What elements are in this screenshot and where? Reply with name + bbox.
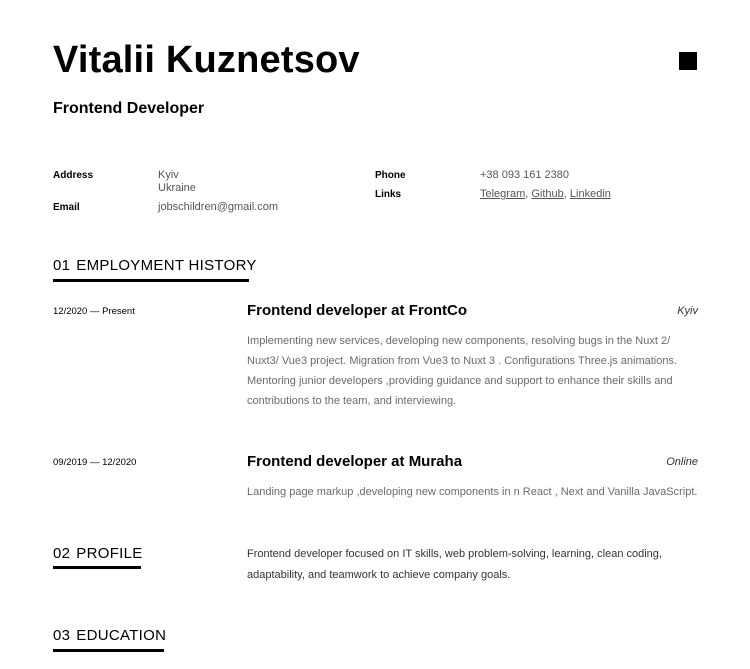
- address-label: Address: [53, 170, 94, 181]
- links-label: Links: [375, 189, 402, 200]
- phone-value: +38 093 161 2380: [480, 169, 570, 181]
- section-heading: EMPLOYMENT HISTORY: [76, 257, 257, 274]
- profile-summary: Frontend developer focused on IT skills, web problem-solving, learning, clean coding, adaptability, and teamwork to achieve company goals.: [247, 548, 662, 581]
- employment-section-title: [53, 256, 257, 276]
- section-number: 03: [53, 627, 71, 644]
- section-number: 02: [53, 545, 71, 562]
- job-location: Kyiv: [677, 305, 698, 317]
- job-dates: 12/2020 — Present: [53, 306, 135, 317]
- job-description: Landing page markup ,developing new components in n React , Next and Vanilla JavaScript.: [247, 486, 698, 498]
- education-section-title: [53, 626, 166, 646]
- phone-label: Phone: [375, 170, 406, 181]
- job-position: Frontend developer at FrontCo: [247, 302, 468, 319]
- job-description: Implementing new services, developing new components, resolving bugs in the Nuxt 2/ Nuxt3/ Vue3 project. Migration from Vue3 to Nuxt 3 . Configurations Three.js animations. Mentoring junior developers ,providing guidance and support to enhance their skills and contributions to the team, and interviewing.: [247, 335, 678, 407]
- job-position: Frontend developer at Muraha: [247, 453, 463, 470]
- address-country: Ukraine: [158, 182, 196, 194]
- links-list: [480, 188, 611, 201]
- job-dates: 09/2019 — 12/2020: [53, 457, 137, 468]
- email-value[interactable]: jobschildren@gmail.com: [158, 201, 278, 213]
- candidate-name: Vitalii Kuznetsov: [53, 39, 360, 81]
- section-underline: [53, 649, 164, 652]
- address-city: Kyiv: [158, 169, 179, 181]
- section-underline: [53, 566, 141, 569]
- section-heading: PROFILE: [76, 545, 143, 562]
- job-location: Online: [666, 456, 698, 468]
- email-label: Email: [53, 202, 80, 213]
- github-link[interactable]: Github: [531, 188, 564, 200]
- profile-section-title: [53, 544, 143, 564]
- links-separator: ,: [525, 188, 532, 200]
- job-title-heading: Frontend Developer: [53, 100, 205, 117]
- linkedin-link[interactable]: Linkedin: [569, 188, 611, 200]
- section-number: 01: [53, 257, 71, 274]
- decorative-square-icon: [679, 52, 697, 70]
- telegram-link[interactable]: Telegram: [480, 188, 526, 200]
- section-heading: EDUCATION: [76, 627, 167, 644]
- section-underline: [53, 279, 249, 282]
- links-separator: ,: [563, 188, 570, 200]
